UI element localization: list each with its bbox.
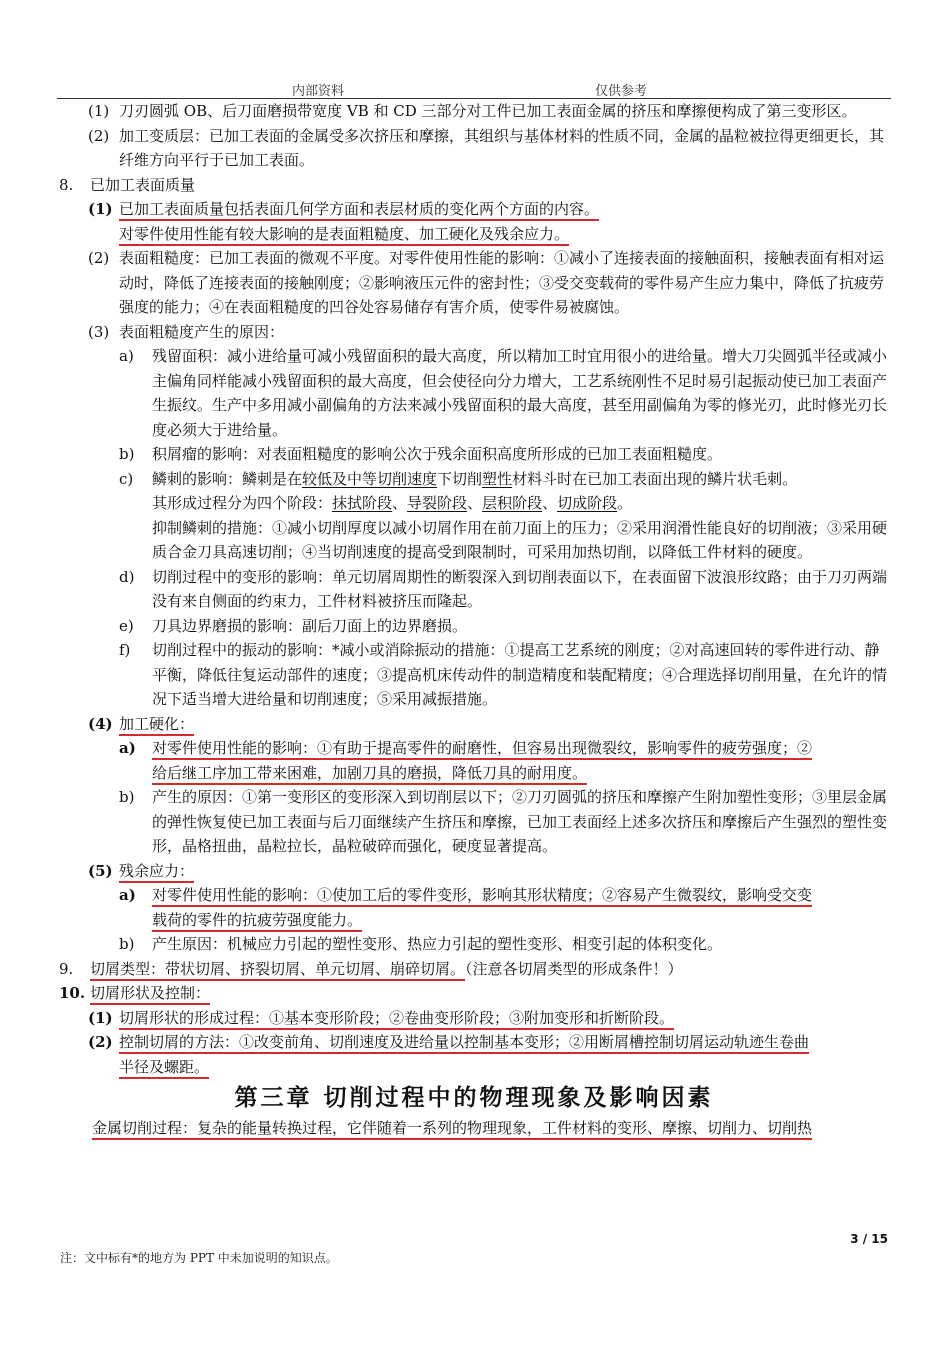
item-number: (2) bbox=[88, 126, 110, 145]
scale-spike-definition: 鳞刺的影响：鳞刺是在较低及中等切削速度下切削塑性材料斗时在已加工表面出现的鳞片状毛刺。 bbox=[152, 469, 798, 488]
sub-item-b: b) 产生的原因：①第一变形区的变形深入到切削层以下；②刀刃圆弧的挤压和摩擦产生附加塑性变形；③里层金属的弹性恢复使已加工表面与后刀面继续产生挤压和摩擦，已加工表面经上述多次挤压和摩擦后产生强烈的塑性变形，晶格扭曲，晶粒拉长，晶粒破碎而强化，硬度显著提高。 bbox=[119, 788, 888, 855]
section-9: 9. 切屑类型：带状切屑、挤裂切屑、单元切屑、崩碎切屑。（注意各切屑类型的形成条件！） bbox=[57, 957, 891, 982]
section-10-item-1: (1) 切屑形状的形成过程：①基本变形阶段；②卷曲变形阶段；③附加变形和折断阶段。 bbox=[57, 1006, 891, 1031]
sub-item-d: d) 切削过程中的变形的影响：单元切屑周期性的断裂深入到切削表面以下，在表面留下波浪形纹路；由于刀刃两端没有来自侧面的约束力，工件材料被挤压而隆起。 bbox=[119, 567, 888, 610]
sub-item-a: a) 残留面积：减小进给量可减小残留面积的最大高度，所以精加工时宜用很小的进给量。增大刀尖圆弧半径或减小主偏角同样能减小残留面积的最大高度，但会使径向分力增大，工艺系统刚性不足时易引起振动使已加工表面产生振纹。生产中多用减小副偏角的方法来减小残留面积的最大高度，甚至用副偏角为零的修光刃，此时修光刃长度必须大于进给量。 bbox=[119, 347, 888, 439]
sub-item-e: e) 刀具边界磨损的影响：副后刀面上的边界磨损。 bbox=[119, 616, 468, 635]
section-8-item-3: (3) 表面粗糙度产生的原因： bbox=[88, 322, 285, 341]
suppression-measures: 抑制鳞刺的措施：①减小切削厚度以减小切屑作用在前刀面上的压力；②采用润滑性能良好的切削液；③采用硬质合金刀具高速切削；④当切削速度的提高受到限制时，可采用加热切削，以降低工件材料的硬度。 bbox=[152, 518, 888, 561]
item-number: (1) bbox=[88, 102, 110, 120]
section-8-item-2: (2) 表面粗糙度：已加工表面的微观不平度。对零件使用性能的影响：①减小了连接表面的接触面积，接触表面有相对运动时，降低了连接表面的接触刚度；②影响液压元件的密封性；③受交变载荷的零件易产生应力集中，降低了抗疲劳强度的能力；④在表面粗糙度的凹谷处容易储存有害介质，使零件易被腐蚀。 bbox=[88, 249, 885, 316]
item-text: 刀刃圆弧 OB、后刀面磨损带宽度 VB 和 CD 三部分对工件已加工表面金属的挤压和摩擦便构成了第三变形区。 bbox=[119, 102, 857, 120]
sub-item-a: a) 对零件使用性能的影响：①使加工后的零件变形，影响其形状精度；②容易产生微裂纹，影响受交变 载荷的零件的抗疲劳强度能力。 bbox=[57, 883, 891, 932]
section-8-item-4: (4) 加工硬化： bbox=[57, 712, 891, 737]
sub-item-c: c) 鳞刺的影响：鳞刺是在较低及中等切削速度下切削塑性材料斗时在已加工表面出现的鳞片状毛刺。 其形成过程分为四个阶段：抹拭阶段、导裂阶段、层积阶段、切成阶段。 抑制鳞刺的措施：①减小切削厚度以减小切屑作用在前刀面上的压力；②采用润滑性能良好的切削液；③采用硬质合金刀具高速切削；④当切削速度的提高受到限制时，可采用加热切削，以降低工件材料的硬度。 bbox=[57, 467, 891, 565]
section-8-item-5: (5) 残余应力： bbox=[57, 859, 891, 884]
section-8-item-1: (1) 已加工表面质量包括表面几何学方面和表层材质的变化两个方面的内容。 对零件使用性能有较大影响的是表面粗糙度、加工硬化及残余应力。 bbox=[57, 197, 891, 246]
section-10-heading: 10. 切屑形状及控制： bbox=[57, 981, 891, 1006]
page-number: 3 / 15 bbox=[850, 1232, 888, 1246]
chapter-title: 第三章 切削过程中的物理现象及影响因素 bbox=[234, 1085, 714, 1111]
chapter-intro: 金属切削过程：复杂的能量转换过程，它伴随着一系列的物理现象，工件材料的变形、摩擦、切削力、切削热 bbox=[57, 1116, 891, 1140]
sub-item-a: a) 对零件使用性能的影响：①有助于提高零件的耐磨性，但容易出现微裂纹，影响零件的疲劳强度；② 给后继工序加工带来困难，加剧刀具的磨损，降低刀具的耐用度。 bbox=[57, 736, 891, 785]
sub-item-b: b) 积屑瘤的影响：对表面粗糙度的影响公次于残余面积高度所形成的已加工表面粗糙度。 bbox=[119, 445, 723, 463]
item-text: 加工变质层：已加工表面的金属受多次挤压和摩擦，其组织与基体材料的性质不同，金属的晶粒被拉得更细更长，其纤维方向平行于已加工表面。 bbox=[119, 126, 885, 169]
document-body bbox=[57, 99, 891, 1140]
section-8-heading: 8. 已加工表面质量 bbox=[59, 175, 196, 194]
header-left: 内部资料 bbox=[292, 84, 345, 99]
highlighted-text: 对零件使用性能有较大影响的是表面粗糙度、加工硬化及残余应力。 bbox=[119, 225, 569, 246]
list-item bbox=[57, 99, 891, 124]
formation-stages: 其形成过程分为四个阶段：抹拭阶段、导裂阶段、层积阶段、切成阶段。 bbox=[152, 494, 633, 512]
section-10-item-2: (2) 控制切屑的方法：①改变前角、切削速度及进给量以控制基本变形；②用断屑槽控制切屑运动轨迹生卷曲 半径及螺距。 bbox=[57, 1030, 891, 1079]
sub-item-f: f) 切削过程中的振动的影响：*减小或消除振动的措施：①提高工艺系统的刚度；②对高速回转的零件进行动、静平衡，降低往复运动部件的速度；③提高机床传动件的制造精度和装配精度；④合理选择切削用量，在允许的情况下适当增大进给量和切削速度；⑤采用减振措施。 bbox=[119, 641, 888, 708]
highlighted-text: 已加工表面质量包括表面几何学方面和表层材质的变化两个方面的内容。 bbox=[119, 200, 599, 221]
list-item bbox=[57, 124, 891, 173]
sub-item-b: b) 产生原因：机械应力引起的塑性变形、热应力引起的塑性变形、相变引起的体积变化。 bbox=[119, 935, 723, 953]
footnote: 注：文中标有*的地方为 PPT 中未加说明的知识点。 bbox=[60, 1251, 338, 1265]
header-right: 仅供参考 bbox=[595, 84, 648, 99]
